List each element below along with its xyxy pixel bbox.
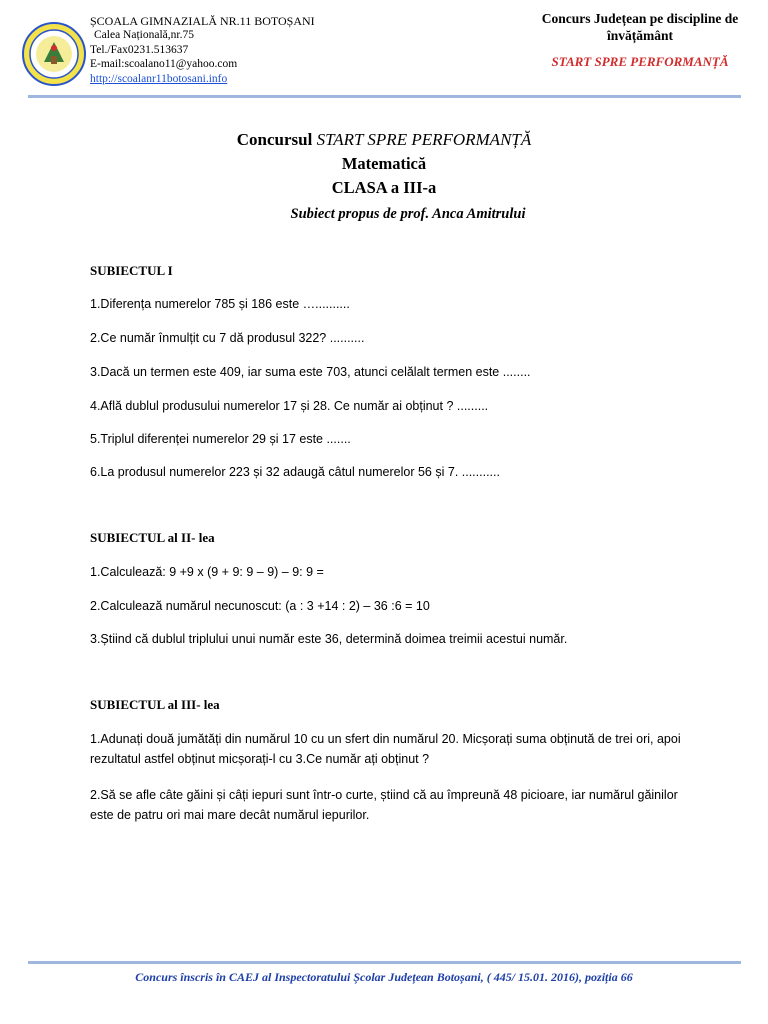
author-line: Subiect propus de prof. Anca Amitrului bbox=[290, 206, 526, 222]
header-divider bbox=[28, 95, 741, 98]
school-website-link[interactable]: http://scoalanr11botosani.info bbox=[90, 72, 228, 85]
concurs-prefix: Concursul bbox=[236, 130, 313, 149]
question-item: 1.Adunați două jumătăți din numărul 10 cu un sfert din numărul 20. Micșorați suma obținută de trei ori, apoi rezultatul astfel obținut micșorați-l cu 3.Ce număr ați obținut ? bbox=[90, 732, 681, 766]
question-item: 2.Să se afle câte găini și câți iepuri sunt într-o curte, știind că au împreună 48 picioare, iar numărul găinilor este de patru ori mai mare decât numărul iepurilor. bbox=[90, 788, 678, 822]
contest-name: START SPRE PERFORMANȚĂ bbox=[551, 54, 729, 69]
concurs-name: START SPRE PERFORMANȚĂ bbox=[316, 130, 532, 149]
section-title: SUBIECTUL al III- lea bbox=[90, 697, 220, 712]
page-header bbox=[0, 0, 768, 100]
school-contact-block bbox=[90, 14, 315, 86]
section-title: SUBIECTUL al II- lea bbox=[90, 530, 215, 545]
footer-note: Concurs înscris în CAEJ al Inspectoratului Școlar Județean Botoșani, ( 445/ 15.01. 2016), poziția 66 bbox=[135, 970, 633, 984]
footer-divider bbox=[28, 961, 741, 964]
concurs-title bbox=[0, 130, 768, 150]
question-item: 5.Triplul diferenței numerelor 29 și 17 este ....... bbox=[90, 432, 351, 446]
question-item: 1.Calculează: 9 +9 x (9 + 9: 9 – 9) – 9: 9 = bbox=[90, 565, 324, 579]
title-block bbox=[0, 130, 768, 223]
question-item: 1.Diferența numerelor 785 și 186 este ….......... bbox=[90, 297, 350, 311]
school-email: E-mail:scoalano11@yahoo.com bbox=[90, 58, 238, 71]
section-title: SUBIECTUL I bbox=[90, 263, 173, 278]
question-item: 4.Află dublul produsului numerelor 17 și 28. Ce număr ai obținut ? ......... bbox=[90, 399, 489, 413]
school-street: Calea Națională,nr.75 bbox=[94, 29, 194, 42]
school-crest-logo bbox=[22, 22, 86, 86]
question-item: 6.La produsul numerelor 223 și 32 adaugă câtul numerelor 56 și 7. ........... bbox=[90, 465, 500, 479]
contest-title: Concurs Județean pe discipline de învățământ bbox=[541, 11, 739, 43]
contest-info-block bbox=[530, 10, 750, 70]
subject-title: Matematică bbox=[341, 154, 427, 173]
question-item: 3.Dacă un termen este 409, iar suma este 703, atunci celălalt termen este ........ bbox=[90, 365, 531, 379]
school-phone: Tel./Fax0231.513637 bbox=[90, 43, 189, 56]
question-item: 3.Știind că dublul triplului unui număr este 36, determină doimea treimii acestui număr. bbox=[90, 632, 568, 646]
school-name: ȘCOALA GIMNAZIALĂ NR.11 BOTOȘANI bbox=[90, 14, 315, 28]
question-item: 2.Ce număr înmulțit cu 7 dă produsul 322? .......... bbox=[90, 331, 365, 345]
class-title: CLASA a III-a bbox=[331, 178, 437, 197]
question-item: 2.Calculează numărul necunoscut: (a : 3 +14 : 2) – 36 :6 = 10 bbox=[90, 599, 430, 613]
